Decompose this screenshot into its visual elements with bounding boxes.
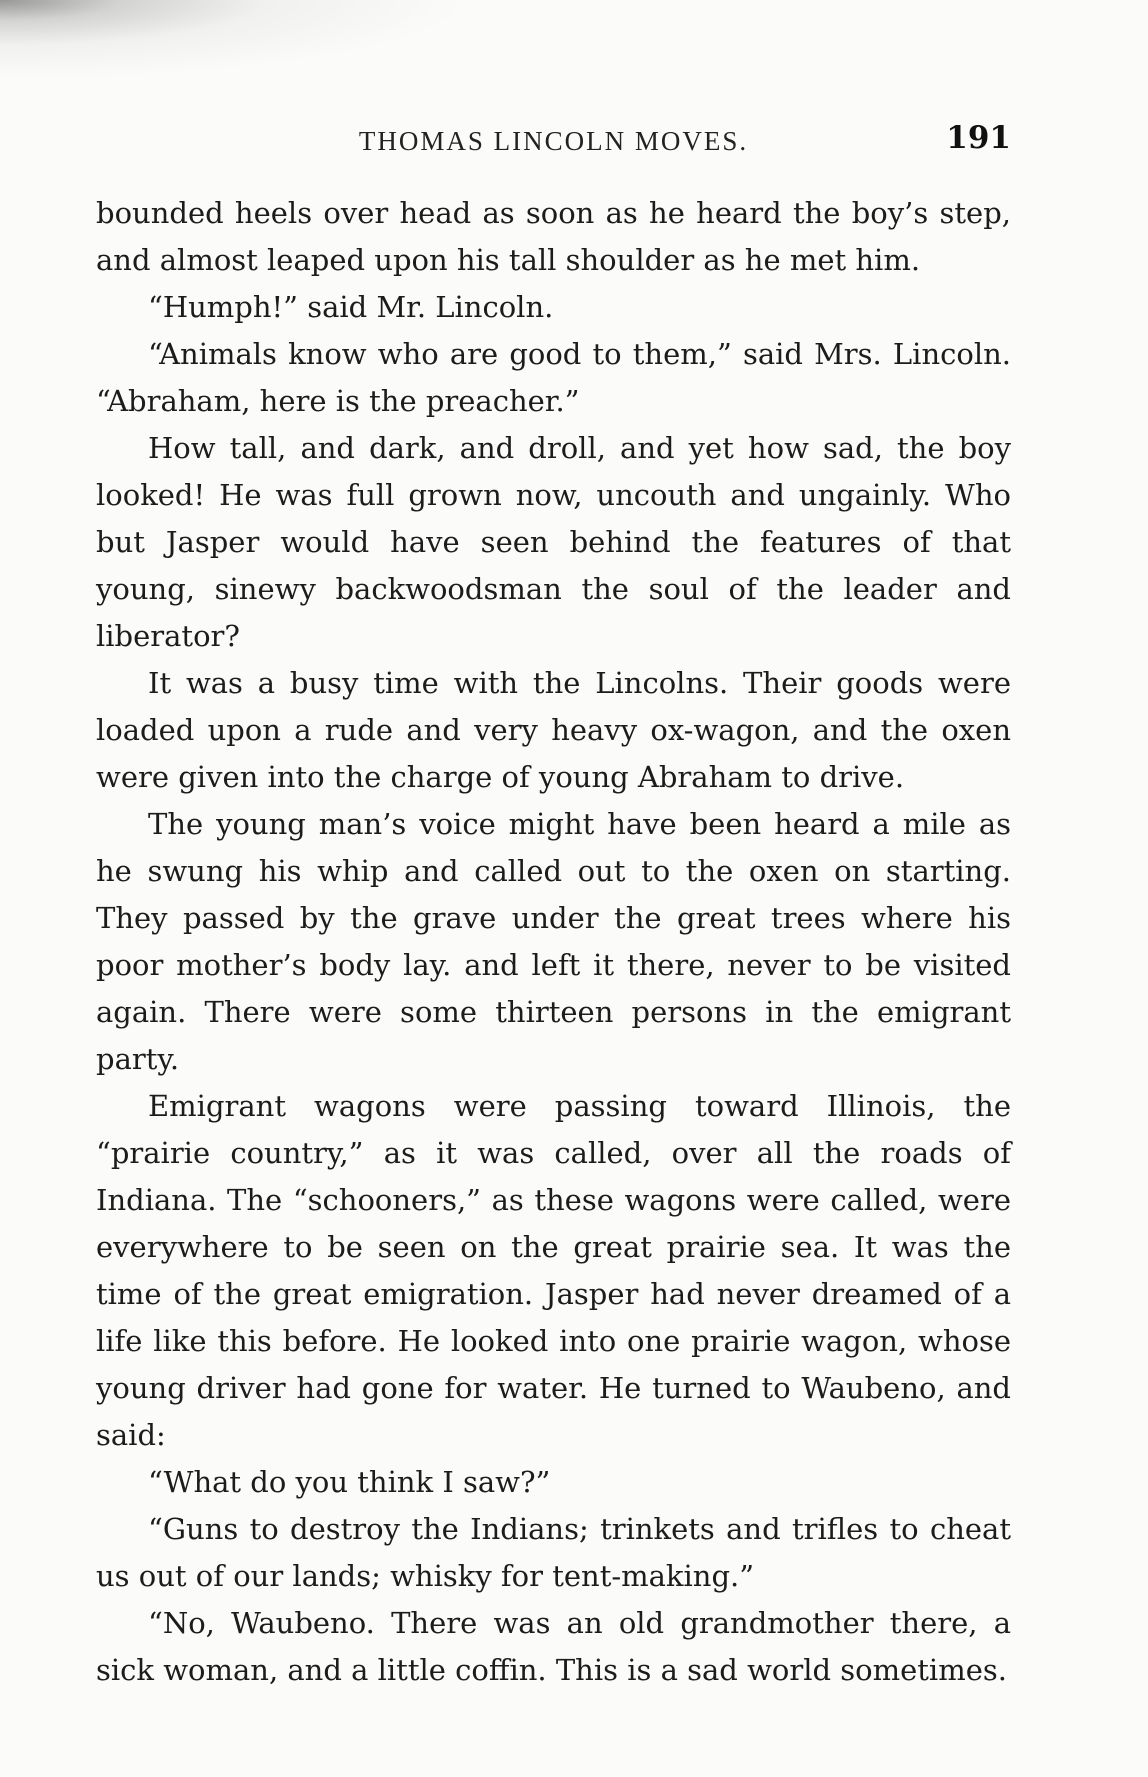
paragraph: “What do you think I saw?” [148, 1465, 551, 1499]
paragraph: “Humph!” said Mr. Lincoln. [148, 290, 554, 324]
page-number: 191 [946, 120, 1011, 156]
paragraph: bounded heels over head as soon as he heard the boy’s step, and almost leaped upon his tall shoulder as he met him. [96, 196, 1011, 277]
paragraph: How tall, and dark, and droll, and yet how sad, the boy looked! He was full grown now, uncouth and ungainly. Who but Jasper would have seen behind the features of that young, sinewy backwoodsman the soul of the leader and liberator? [96, 431, 1011, 653]
running-title: THOMAS LINCOLN MOVES. [358, 126, 749, 156]
paragraph: The young man’s voice might have been heard a mile as he swung his whip and called out to the oxen on starting. They passed by the grave under the great trees where his poor mother’s body lay. and left it there, never to be visited again. There were some thirteen persons in the emigrant party. [96, 807, 1011, 1076]
paragraph: “No, Waubeno. There was an old grandmother there, a sick woman, and a little coffin. This is a sad world sometimes. [96, 1606, 1011, 1687]
page-header [96, 116, 1011, 164]
scan-smudge [0, 0, 470, 80]
paragraph: “Animals know who are good to them,” said Mrs. Lincoln. “Abraham, here is the preacher.” [96, 337, 1011, 418]
paragraph: It was a busy time with the Lincolns. Their goods were loaded upon a rude and very heavy ox-wagon, and the oxen were given into the charge of young Abraham to drive. [96, 666, 1011, 794]
paragraph: Emigrant wagons were passing toward Illinois, the “prairie country,” as it was called, over all the roads of Indiana. The “schooners,” as these wagons were called, were everywhere to be seen on the great prairie sea. It was the time of the great emigration. Jasper had never dreamed of a life like this before. He looked into one prairie wagon, whose young driver had gone for water. He turned to Waubeno, and said: [96, 1089, 1011, 1452]
body-text [96, 190, 1011, 1694]
paragraph: “Guns to destroy the Indians; trinkets and trifles to cheat us out of our lands; whisky for tent-making.” [96, 1512, 1011, 1593]
